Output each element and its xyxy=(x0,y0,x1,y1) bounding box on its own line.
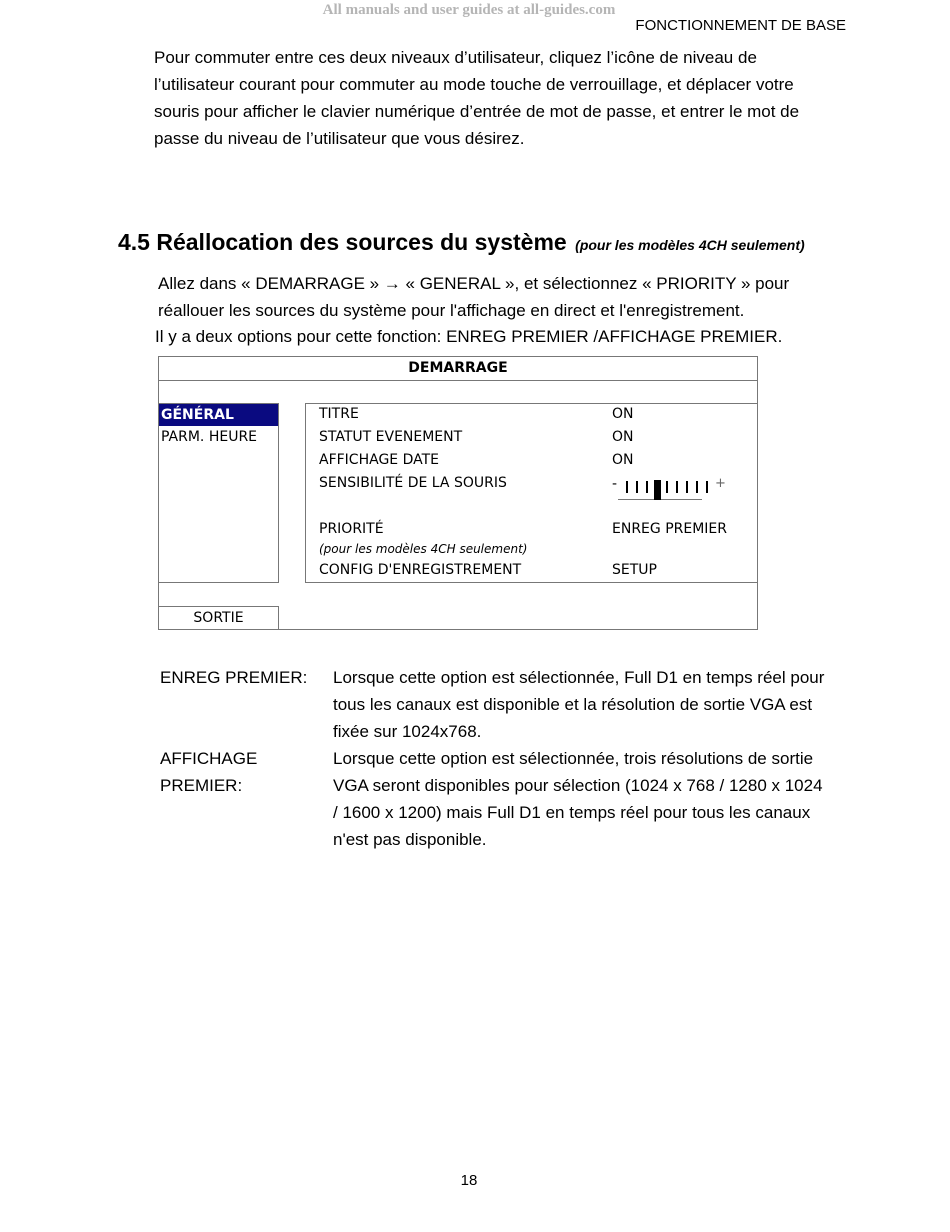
osd-tab-list xyxy=(159,403,279,583)
definition-term xyxy=(160,745,325,799)
desc-line: tous les canaux est disponible et la résolution de sortie VGA est xyxy=(333,695,813,714)
definition-item xyxy=(160,745,860,853)
page-number: 18 xyxy=(460,1172,478,1189)
slider-tick xyxy=(626,481,628,493)
paragraph-line: l’utilisateur courant pour commuter au mode touche de verrouillage, et déplacer votre xyxy=(154,75,794,94)
definition-term xyxy=(160,664,325,691)
slider-tick xyxy=(666,481,668,493)
slider-tick xyxy=(686,481,688,493)
slider-minus[interactable]: - xyxy=(612,476,618,492)
desc-line: Lorsque cette option est sélectionnée, trois résolutions de sortie xyxy=(333,749,814,768)
desc-line: n'est pas disponible. xyxy=(333,830,487,849)
slider-tick xyxy=(676,481,678,493)
osd-menu-title: DEMARRAGE xyxy=(159,357,757,381)
options-line: Il y a deux options pour cette fonction: ENREG PREMIER /AFFICHAGE PREMIER. xyxy=(155,327,783,346)
osd-menu xyxy=(158,356,758,630)
definition-description xyxy=(333,664,860,745)
setting-label-priorite: PRIORITÉ xyxy=(319,521,384,537)
term-line: AFFICHAGE xyxy=(160,749,258,768)
setting-label-sensibilite-souris: SENSIBILITÉ DE LA SOURIS xyxy=(319,475,507,491)
section-heading xyxy=(118,229,805,256)
section-body xyxy=(158,270,858,324)
slider-tick xyxy=(706,481,708,493)
setting-label-config-enregistrement: CONFIG D'ENREGISTREMENT xyxy=(319,562,522,578)
definition-item xyxy=(160,664,860,745)
section-header: FONCTIONNEMENT DE BASE xyxy=(635,17,846,34)
setting-label-titre: TITRE xyxy=(319,406,359,422)
paragraph-line: souris pour afficher le clavier numérique d’entrée de mot de passe, et entrer le mot de xyxy=(154,102,800,121)
desc-line: fixée sur 1024x768. xyxy=(333,722,482,741)
tab-parm-heure[interactable]: PARM. HEURE xyxy=(161,429,258,445)
setting-value-titre[interactable]: ON xyxy=(612,406,634,422)
exit-button[interactable]: SORTIE xyxy=(159,606,279,630)
setting-value-priorite[interactable]: ENREG PREMIER xyxy=(612,521,727,537)
desc-line: Lorsque cette option est sélectionnée, Full D1 en temps réel pour xyxy=(333,668,825,687)
setting-label-statut-evenement: STATUT EVENEMENT xyxy=(319,429,463,445)
setting-value-config-enregistrement[interactable]: SETUP xyxy=(612,562,657,578)
setting-label-affichage-date: AFFICHAGE DATE xyxy=(319,452,440,468)
tab-general[interactable]: GÉNÉRAL xyxy=(159,404,278,426)
section-subtitle: (pour les modèles 4CH seulement) xyxy=(575,237,805,253)
intro-paragraph xyxy=(154,44,854,152)
body-line: réallouer les sources du système pour l'affichage en direct et l'enregistrement. xyxy=(158,301,745,320)
paragraph-line: passe du niveau de l’utilisateur que vous désirez. xyxy=(154,129,525,148)
definition-list xyxy=(160,664,860,853)
slider-tick xyxy=(636,481,638,493)
setting-value-statut-evenement[interactable]: ON xyxy=(612,429,634,445)
term-line: PREMIER: xyxy=(160,776,243,795)
slider-tick xyxy=(696,481,698,493)
desc-line: / 1600 x 1200) mais Full D1 en temps réel pour tous les canaux xyxy=(333,803,811,822)
term-line: ENREG PREMIER: xyxy=(160,668,308,687)
osd-settings-panel xyxy=(305,403,758,583)
slider-tick xyxy=(646,481,648,493)
body-line: Allez dans « DEMARRAGE » → « GENERAL », et sélectionnez « PRIORITY » pour xyxy=(158,274,790,293)
setting-value-affichage-date[interactable]: ON xyxy=(612,452,634,468)
mouse-sensitivity-slider[interactable] xyxy=(612,476,732,502)
desc-line: VGA seront disponibles pour sélection (1024 x 768 / 1280 x 1024 xyxy=(333,776,823,795)
section-title: 4.5 Réallocation des sources du système xyxy=(118,229,567,255)
slider-knob[interactable] xyxy=(654,480,661,500)
priorite-note: (pour les modèles 4CH seulement) xyxy=(319,542,528,556)
paragraph-line: Pour commuter entre ces deux niveaux d’utilisateur, cliquez l’icône de niveau de xyxy=(154,48,757,67)
definition-description xyxy=(333,745,860,853)
slider-plus[interactable]: + xyxy=(715,476,726,491)
watermark: All manuals and user guides at all-guides.com xyxy=(322,2,616,18)
